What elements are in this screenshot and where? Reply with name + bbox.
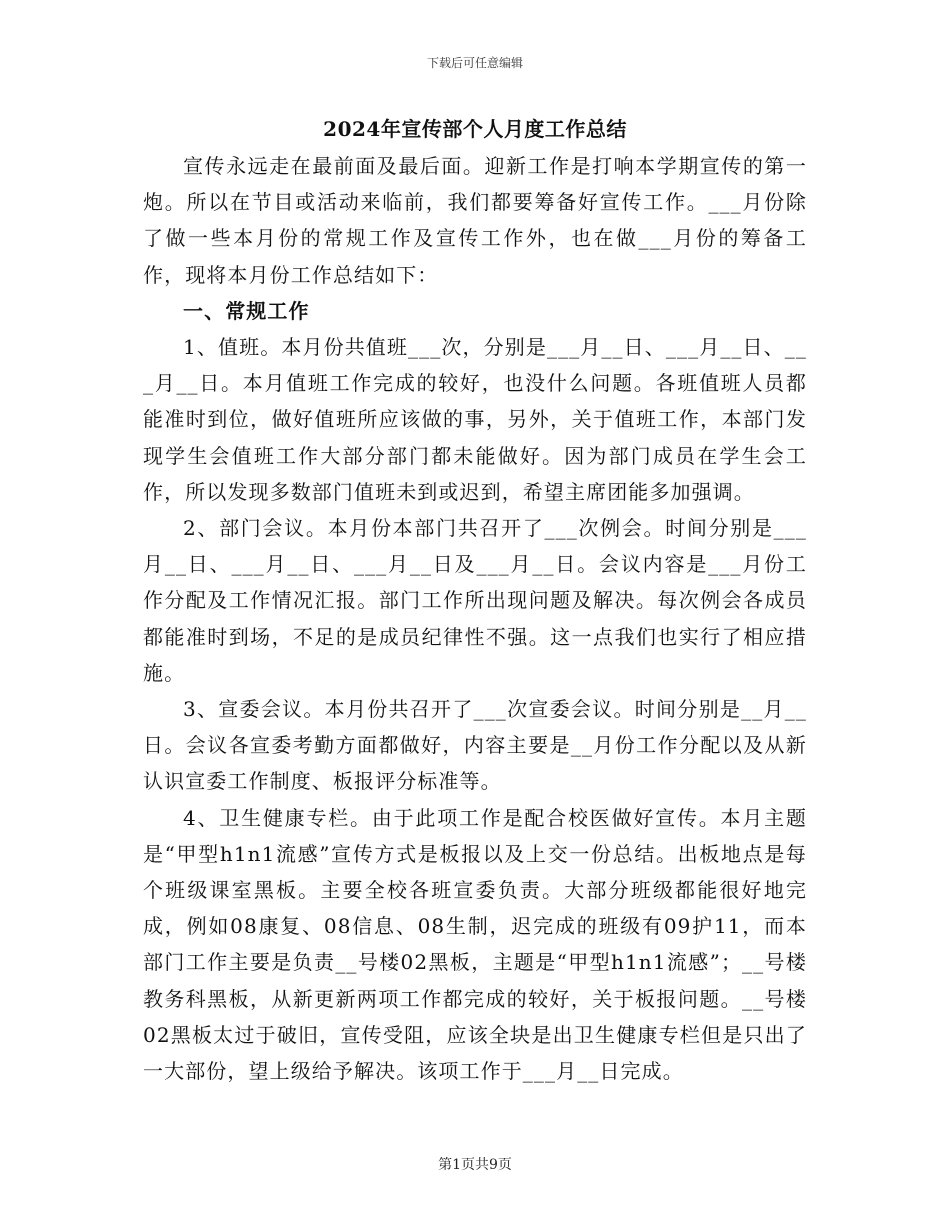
section-heading-routine-work: 一、常规工作	[183, 298, 310, 323]
item-duty-paragraph: 1、值班。本月份共值班___次，分别是___月__日、___月__日、___月__日。本月值班工作完成的较好，也没什么问题。各班值班人员都能准时到位，做好值班所应该做的事，另外，关于值班工作，本部门发现学生会值班工作大部分部门都未能做好。因为部门成员在学生会工作，所以发现多数部门值班未到或迟到，希望主席团能多加强调。	[143, 335, 807, 504]
item-health-column-paragraph: 4、卫生健康专栏。由于此项工作是配合校医做好宣传。本月主题是“甲型h1n1流感”宣传方式是板报以及上交一份总结。出板地点是每个班级课室黑板。主要全校各班宣委负责。大部分班级都能很好地完成，例如08康复、08信息、08生制，迟完成的班级有09护11，而本部门工作主要是负责__号楼02黑板，主题是“甲型h1n1流感”；__号楼教务科黑板，从新更新两项工作都完成的较好，关于板报问题。__号楼02黑板太过于破旧，宣传受阻，应该全块是出卫生健康专栏但是只出了一大部份，望上级给予解决。该项工作于___月__日完成。	[143, 805, 807, 1084]
page-number: 第1页共9页	[438, 1157, 512, 1173]
item-publicity-committee-meeting-paragraph: 3、宣委会议。本月份共召开了___次宣委会议。时间分别是__月__日。会议各宣委考勤方面都做好，内容主要是__月份工作分配以及从新认识宣委工作制度、板报评分标准等。	[143, 697, 807, 794]
header-note: 下载后可任意编辑	[426, 56, 523, 70]
intro-paragraph: 宣传永远走在最前面及最后面。迎新工作是打响本学期宣传的第一炮。所以在节目或活动来临前，我们都要筹备好宣传工作。___月份除了做一些本月份的常规工作及宣传工作外，也在做___月份的筹备工作，现将本月份工作总结如下：	[143, 154, 807, 287]
item-department-meeting-paragraph: 2、部门会议。本月份本部门共召开了___次例会。时间分别是___月__日、___月__日、___月__日及___月__日。会议内容是___月份工作分配及工作情况汇报。部门工作所出现问题及解决。每次例会各成员都能准时到场，不足的是成员纪律性不强。这一点我们也实行了相应措施。	[143, 516, 807, 685]
document-title: 2024年宣传部个人月度工作总结	[323, 117, 627, 141]
document-body	[143, 112, 807, 1089]
